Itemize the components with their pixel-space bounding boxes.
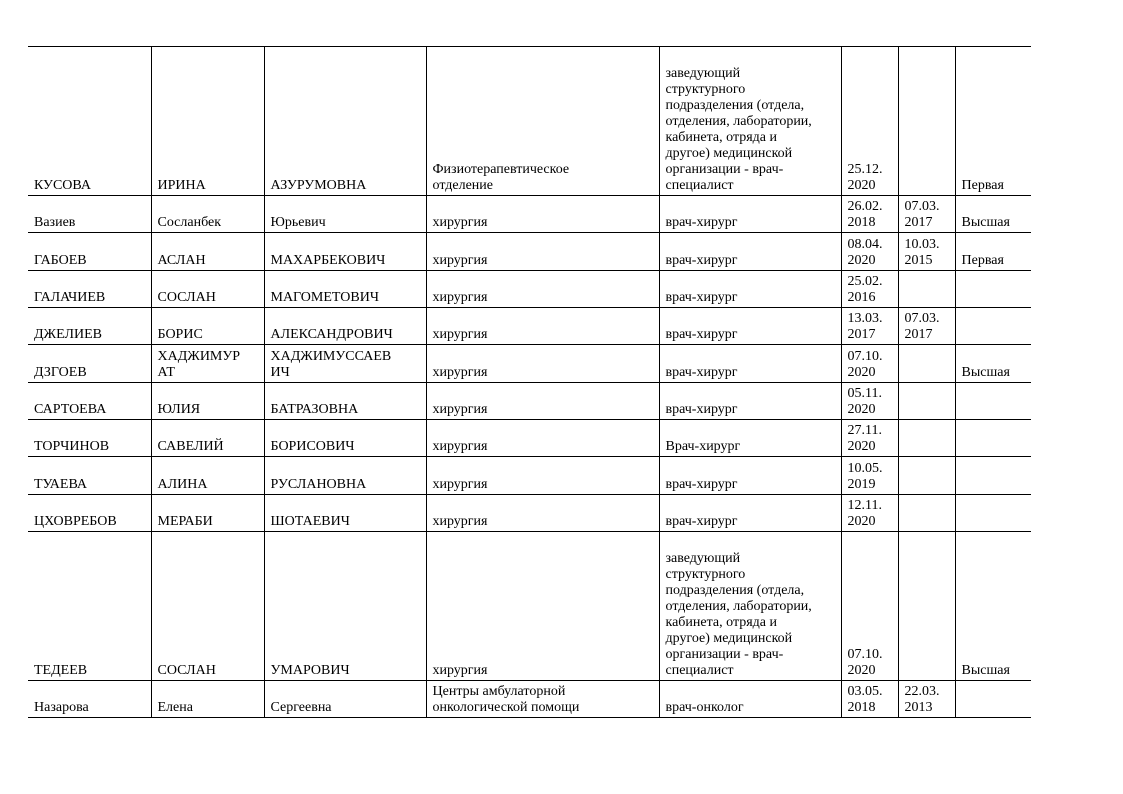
surname-cell: ДЗГОЕВ	[28, 345, 151, 383]
date2-cell	[898, 495, 955, 532]
table-row	[28, 345, 1031, 383]
category-cell	[955, 420, 1031, 457]
surname-cell: Назарова	[28, 681, 151, 718]
date2-cell	[898, 345, 955, 383]
date2-cell: 07.03. 2017	[898, 196, 955, 233]
date1-cell: 05.11. 2020	[841, 383, 898, 420]
position-cell: заведующий структурного подразделения (отдела, отделения, лаборатории, кабинета, отряда и другое) медицинской организации - врач- специалист	[659, 532, 841, 681]
position-cell: врач-хирург	[659, 383, 841, 420]
category-cell	[955, 271, 1031, 308]
table-row	[28, 47, 1031, 196]
name-cell: ИРИНА	[151, 47, 264, 196]
position-cell: врач-хирург	[659, 233, 841, 271]
patronymic-cell: БОРИСОВИЧ	[264, 420, 426, 457]
table-row	[28, 681, 1031, 718]
position-cell: врач-хирург	[659, 345, 841, 383]
category-cell	[955, 495, 1031, 532]
table-row	[28, 383, 1031, 420]
table-row	[28, 532, 1031, 681]
date1-cell: 10.05. 2019	[841, 457, 898, 495]
position-cell: врач-хирург	[659, 457, 841, 495]
date2-cell	[898, 457, 955, 495]
category-cell	[955, 457, 1031, 495]
patronymic-cell: АЛЕКСАНДРОВИЧ	[264, 308, 426, 345]
position-cell: врач-онколог	[659, 681, 841, 718]
category-cell	[955, 308, 1031, 345]
table-row	[28, 233, 1031, 271]
name-cell: Сосланбек	[151, 196, 264, 233]
position-cell: заведующий структурного подразделения (отдела, отделения, лаборатории, кабинета, отряда и другое) медицинской организации - врач- специалист	[659, 47, 841, 196]
date2-cell	[898, 383, 955, 420]
department-cell: Центры амбулаторной онкологической помощи	[426, 681, 659, 718]
date2-cell	[898, 47, 955, 196]
category-cell: Высшая	[955, 345, 1031, 383]
surname-cell: КУСОВА	[28, 47, 151, 196]
surname-cell: ТУАЕВА	[28, 457, 151, 495]
date1-cell: 26.02. 2018	[841, 196, 898, 233]
surname-cell: ЦХОВРЕБОВ	[28, 495, 151, 532]
department-cell: Физиотерапевтическое отделение	[426, 47, 659, 196]
date2-cell: 07.03. 2017	[898, 308, 955, 345]
patronymic-cell: РУСЛАНОВНА	[264, 457, 426, 495]
table-row	[28, 308, 1031, 345]
date1-cell: 25.12. 2020	[841, 47, 898, 196]
patronymic-cell: УМАРОВИЧ	[264, 532, 426, 681]
staff-table	[28, 46, 1031, 718]
surname-cell: ДЖЕЛИЕВ	[28, 308, 151, 345]
department-cell: хирургия	[426, 532, 659, 681]
patronymic-cell: Сергеевна	[264, 681, 426, 718]
name-cell: БОРИС	[151, 308, 264, 345]
department-cell: хирургия	[426, 495, 659, 532]
patronymic-cell: ШОТАЕВИЧ	[264, 495, 426, 532]
position-cell: Врач-хирург	[659, 420, 841, 457]
name-cell: СОСЛАН	[151, 532, 264, 681]
table-row	[28, 495, 1031, 532]
position-cell: врач-хирург	[659, 495, 841, 532]
table-row	[28, 420, 1031, 457]
date1-cell: 07.10. 2020	[841, 532, 898, 681]
date2-cell: 10.03. 2015	[898, 233, 955, 271]
surname-cell: САРТОЕВА	[28, 383, 151, 420]
surname-cell: ТЕДЕЕВ	[28, 532, 151, 681]
date2-cell	[898, 271, 955, 308]
department-cell: хирургия	[426, 233, 659, 271]
category-cell: Первая	[955, 233, 1031, 271]
department-cell: хирургия	[426, 345, 659, 383]
position-cell: врач-хирург	[659, 271, 841, 308]
surname-cell: ТОРЧИНОВ	[28, 420, 151, 457]
patronymic-cell: ХАДЖИМУССАЕВ ИЧ	[264, 345, 426, 383]
date1-cell: 08.04. 2020	[841, 233, 898, 271]
table-row	[28, 196, 1031, 233]
date2-cell: 22.03. 2013	[898, 681, 955, 718]
date1-cell: 03.05. 2018	[841, 681, 898, 718]
date2-cell	[898, 420, 955, 457]
patronymic-cell: МАХАРБЕКОВИЧ	[264, 233, 426, 271]
department-cell: хирургия	[426, 308, 659, 345]
position-cell: врач-хирург	[659, 196, 841, 233]
patronymic-cell: АЗУРУМОВНА	[264, 47, 426, 196]
category-cell: Высшая	[955, 196, 1031, 233]
date1-cell: 27.11. 2020	[841, 420, 898, 457]
department-cell: хирургия	[426, 271, 659, 308]
date1-cell: 12.11. 2020	[841, 495, 898, 532]
name-cell: Елена	[151, 681, 264, 718]
patronymic-cell: МАГОМЕТОВИЧ	[264, 271, 426, 308]
surname-cell: Вазиев	[28, 196, 151, 233]
date2-cell	[898, 532, 955, 681]
name-cell: САВЕЛИЙ	[151, 420, 264, 457]
name-cell: АСЛАН	[151, 233, 264, 271]
category-cell	[955, 383, 1031, 420]
department-cell: хирургия	[426, 196, 659, 233]
date1-cell: 13.03. 2017	[841, 308, 898, 345]
department-cell: хирургия	[426, 457, 659, 495]
category-cell	[955, 681, 1031, 718]
name-cell: ХАДЖИМУР АТ	[151, 345, 264, 383]
category-cell: Высшая	[955, 532, 1031, 681]
patronymic-cell: БАТРАЗОВНА	[264, 383, 426, 420]
name-cell: АЛИНА	[151, 457, 264, 495]
position-cell: врач-хирург	[659, 308, 841, 345]
department-cell: хирургия	[426, 420, 659, 457]
department-cell: хирургия	[426, 383, 659, 420]
name-cell: МЕРАБИ	[151, 495, 264, 532]
surname-cell: ГАЛАЧИЕВ	[28, 271, 151, 308]
surname-cell: ГАБОЕВ	[28, 233, 151, 271]
category-cell: Первая	[955, 47, 1031, 196]
name-cell: ЮЛИЯ	[151, 383, 264, 420]
table-row	[28, 457, 1031, 495]
date1-cell: 07.10. 2020	[841, 345, 898, 383]
patronymic-cell: Юрьевич	[264, 196, 426, 233]
table-row	[28, 271, 1031, 308]
name-cell: СОСЛАН	[151, 271, 264, 308]
date1-cell: 25.02. 2016	[841, 271, 898, 308]
